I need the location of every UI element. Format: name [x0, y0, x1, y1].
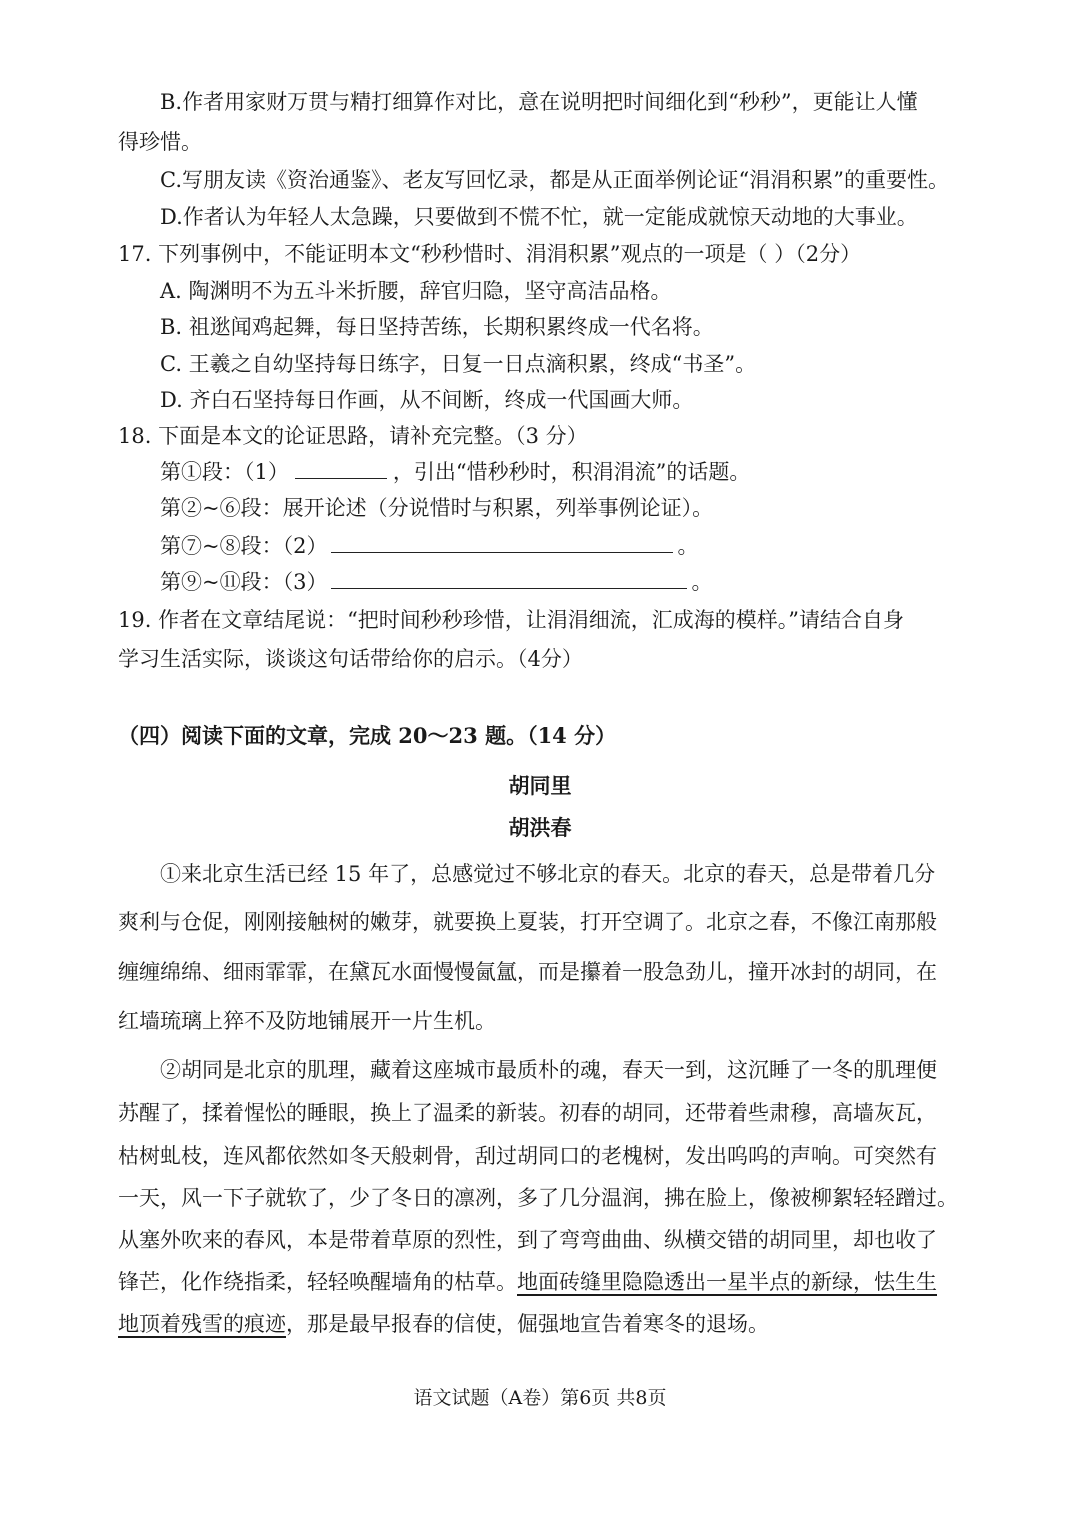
article-p2-line7-text: ，那是最早报春的信使，倔强地宣告着寒冬的退场。 [286, 1312, 769, 1336]
q17-option-d: D. 齐白石坚持每日作画，从不间断，终成一代国画大师。 [160, 388, 694, 412]
q16-option-b-line1: B.作者用家财万贯与精打细算作对比，意在说明把时间细化到“秒秒”，更能让人懂 [160, 90, 918, 114]
q18-para1-label: 第①段：（1） [160, 460, 289, 484]
article-title: 胡同里 [508, 773, 572, 798]
q18-stem: 18. 下面是本文的论证思路，请补充完整。（3 分） [118, 424, 588, 448]
article-p2-line2: 苏醒了，揉着惺忪的睡眼，换上了温柔的新装。初春的胡同，还带着些肃穆，高墙灰瓦， [118, 1101, 937, 1125]
article-p2-line3: 枯树虬枝，连风都依然如冬天般刺骨，刮过胡同口的老槐树，发出呜呜的声响。可突然有 [118, 1144, 937, 1168]
q17-option-a: A. 陶渊明不为五斗米折腰，辞官归隐，坚守高洁品格。 [160, 279, 672, 303]
article-p1-line1: ①来北京生活已经 15 年了，总感觉过不够北京的春天。北京的春天，总是带着几分 [160, 862, 936, 886]
section-4-heading: （四）阅读下面的文章，完成 20～23 题。（14 分） [118, 723, 617, 748]
article-author: 胡洪春 [508, 815, 572, 840]
q16-option-c: C.写朋友读《资治通鉴》、老友写回忆录，都是从正面举例论证“涓涓积累”的重要性。 [160, 168, 949, 192]
q18-para3-end: 。 [677, 534, 699, 558]
page-footer: 语文试题（A卷）第6页 共8页 [413, 1387, 667, 1409]
q18-para4-label: 第⑨~⑪段：（3） [160, 570, 328, 594]
article-p1-line3: 缠缠绵绵、细雨霏霏，在黛瓦水面慢慢氤氲，而是攥着一股急劲儿，撞开冰封的胡同，在 [118, 960, 937, 984]
q18-para2: 第②~⑥段：展开论述（分说惜时与积累，列举事例论证）。 [160, 496, 714, 520]
q18-para3-label: 第⑦~⑧段：（2） [160, 534, 328, 558]
q19-line1: 19. 作者在文章结尾说：“把时间秒秒珍惜，让涓涓细流，汇成海的模样。”请结合自身 [118, 608, 905, 632]
q17-option-c: C. 王羲之自幼坚持每日练字，日复一日点滴积累，终成“书圣”。 [160, 352, 757, 376]
article-p2-line6 [118, 1268, 937, 1296]
q16-option-d: D.作者认为年轻人太急躁，只要做到不慌不忙，就一定能成就惊天动地的大事业。 [160, 205, 918, 229]
underlined-sentence-part2: 地顶着残雪的痕迹 [118, 1312, 286, 1336]
q18-para3 [160, 532, 698, 560]
answer-blank-2[interactable] [331, 532, 673, 553]
q18-para1 [160, 458, 750, 486]
q18-para4-end: 。 [691, 570, 713, 594]
underlined-sentence-part1: 地面砖缝里隐隐透出一星半点的新绿，怯生生 [517, 1270, 937, 1294]
q17-stem: 17. 下列事例中，不能证明本文“秒秒惜时、涓涓积累”观点的一项是（ ）（2分） [118, 242, 862, 266]
article-p1-line4: 红墙琉璃上猝不及防地铺展开一片生机。 [118, 1009, 496, 1033]
article-p2-line5: 从塞外吹来的春风，本是带着草原的烈性，到了弯弯曲曲、纵横交错的胡同里，却也收了 [118, 1228, 937, 1252]
article-p1-line2: 爽利与仓促，刚刚接触树的嫩芽，就要换上夏装，打开空调了。北京之春，不像江南那般 [118, 910, 937, 934]
q19-line2: 学习生活实际，谈谈这句话带给你的启示。（4分） [118, 647, 583, 671]
article-p2-line6-text: 锋芒，化作绕指柔，轻轻唤醒墙角的枯草。 [118, 1270, 517, 1294]
article-p2-line7 [118, 1310, 769, 1338]
answer-blank-1[interactable] [295, 458, 387, 479]
q17-option-b: B. 祖逖闻鸡起舞，每日坚持苦练，长期积累终成一代名将。 [160, 315, 714, 339]
q18-para1-text: ，引出“惜秒秒时，积涓涓流”的话题。 [392, 460, 751, 484]
article-p2-line1: ②胡同是北京的肌理，藏着这座城市最质朴的魂，春天一到，这沉睡了一冬的肌理便 [160, 1058, 937, 1082]
article-p2-line4: 一天，风一下子就软了，少了冬日的凛冽，多了几分温润，拂在脸上，像被柳絮轻轻蹭过。 [118, 1186, 958, 1210]
q16-option-b-line2: 得珍惜。 [118, 130, 202, 154]
q18-para4 [160, 568, 712, 596]
answer-blank-3[interactable] [331, 568, 687, 589]
